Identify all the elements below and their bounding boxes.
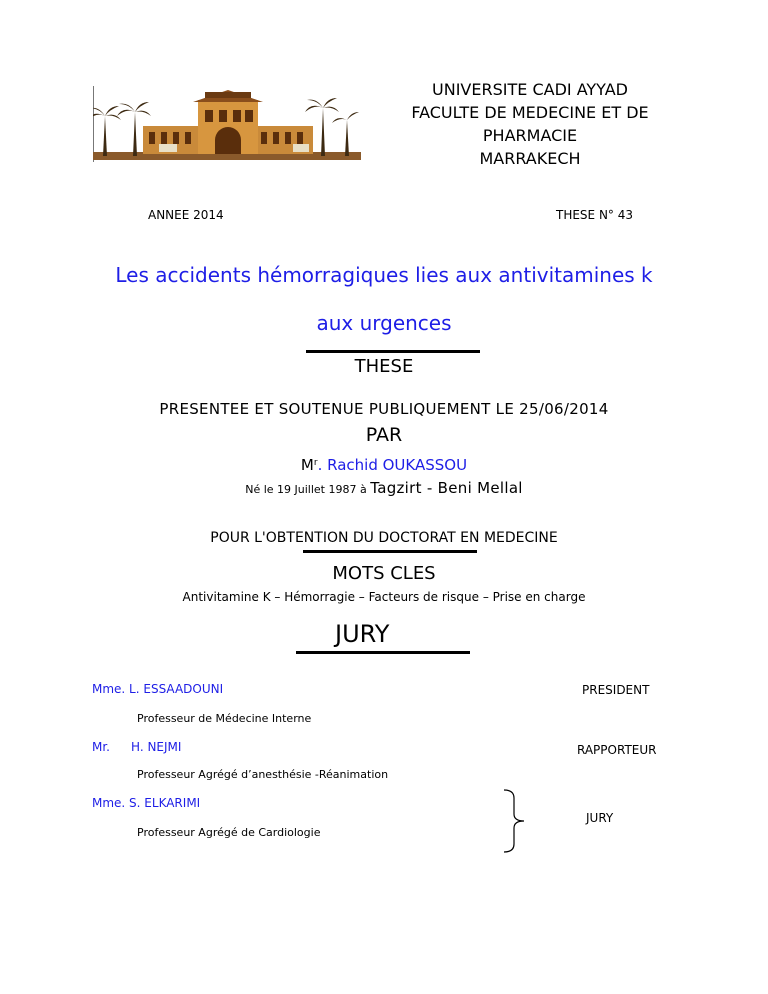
university-line: MARRAKECH (479, 149, 581, 168)
jury-member-name: H. NEJMI (131, 740, 182, 754)
faculty-building-logo (93, 86, 361, 164)
degree-statement: POUR L'OBTENTION DU DOCTORAT EN MEDECINE (210, 530, 558, 546)
university-line: PHARMACIE (482, 126, 578, 145)
author (0, 456, 768, 474)
jury-heading: JURY (335, 620, 390, 648)
jury-member-name: Mme. S. ELKARIMI (92, 796, 201, 810)
jury-member-role: JURY (586, 811, 614, 825)
title-underline (306, 350, 480, 353)
par-label: PAR (365, 424, 403, 446)
jury-member-name: Mme. L. ESSAADOUNI (92, 682, 224, 696)
jury-member-role: PRESIDENT (582, 683, 650, 697)
university-header (392, 78, 668, 170)
presentation-date: PRESENTEE ET SOUTENUE PUBLIQUEMENT LE 25/06/2014 (159, 400, 609, 418)
jury-member-prefix: Mr. (92, 740, 110, 754)
university-line: UNIVERSITE CADI AYYAD (432, 80, 628, 99)
brace-icon (500, 788, 530, 854)
these-label: THESE (354, 356, 414, 377)
birth-place: Tagzirt - Beni Mellal (370, 479, 523, 497)
thesis-title-line-2: aux urgences (316, 311, 452, 335)
author-title: $M^r$ (300, 456, 318, 474)
author-name: . Rachid OUKASSOU (317, 456, 468, 474)
birth-info (0, 479, 768, 497)
birth-date: Né le 19 Juillet 1987 à (245, 483, 371, 496)
year-label: ANNEE 2014 (148, 208, 224, 222)
keywords-text: Antivitamine K – Hémorragie – Facteurs de risque – Prise en charge (182, 590, 586, 604)
jury-member-title: Professeur Agrégé d’anesthésie -Réanimation (137, 768, 389, 781)
jury-underline (296, 651, 470, 654)
degree-underline (303, 550, 477, 553)
university-line: FACULTE DE MEDECINE ET DE (411, 103, 649, 122)
jury-member-title: Professeur de Médecine Interne (137, 712, 312, 725)
thesis-number: THESE N° 43 (556, 208, 634, 222)
keywords-heading: MOTS CLES (332, 563, 436, 584)
jury-member-title: Professeur Agrégé de Cardiologie (137, 826, 321, 839)
jury-member-role: RAPPORTEUR (577, 743, 657, 757)
thesis-title-line-1: Les accidents hémorragiques lies aux antivitamines k (115, 263, 653, 287)
